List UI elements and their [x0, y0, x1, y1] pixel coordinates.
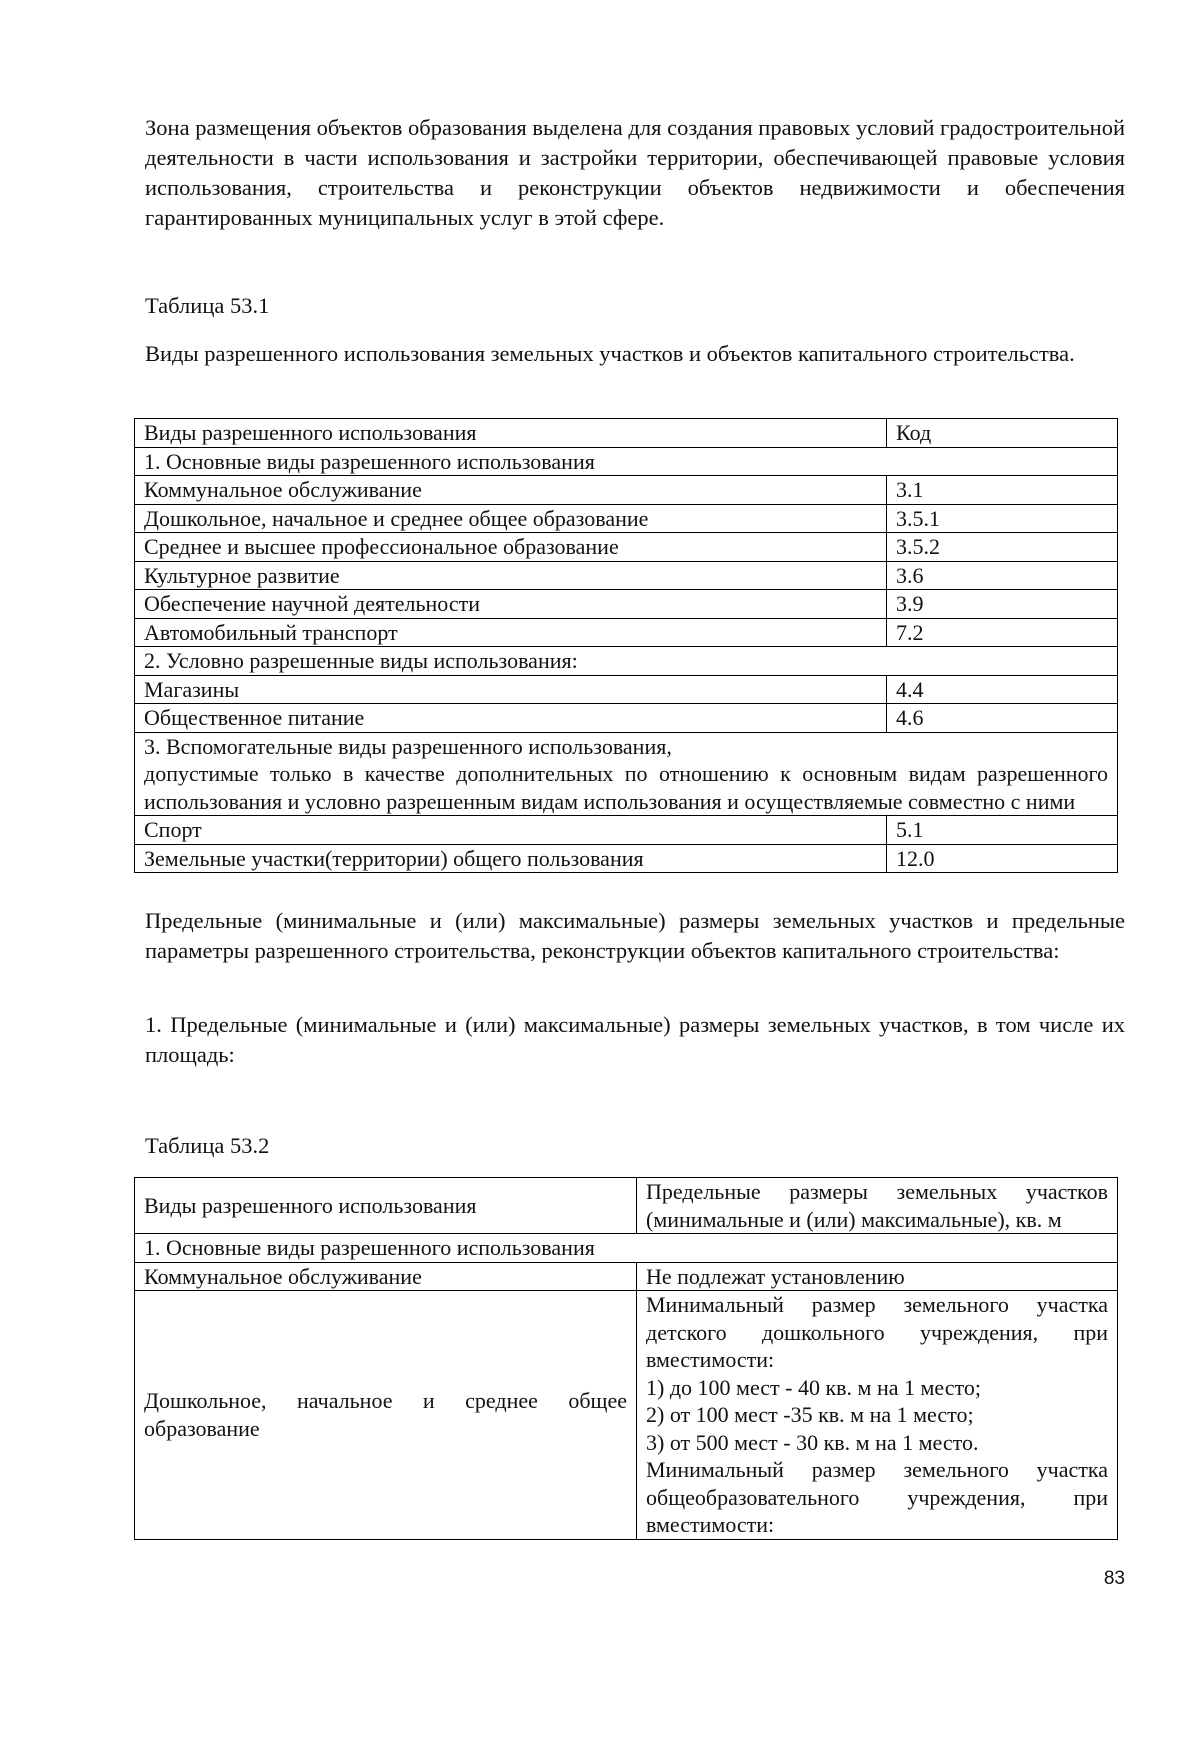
use-name: Земельные участки(территории) общего пользования: [135, 844, 887, 873]
use-code: 3.9: [887, 590, 1118, 619]
section-heading-continuation: допустимые только в качестве дополнительных по отношению к основным видам разрешенного использования и условно разрешенным видам использования и осуществляемые совместно с ними: [144, 761, 1108, 814]
use-name: Общественное питание: [135, 704, 887, 733]
use-code: 3.5.1: [887, 504, 1118, 533]
table-row: [135, 675, 1118, 704]
table-row: [135, 1291, 1118, 1540]
header-size: Предельные размеры земельных участков (минимальные и (или) максимальные), кв. м: [637, 1178, 1118, 1234]
use-code: 4.4: [887, 675, 1118, 704]
table-row: [135, 618, 1118, 647]
section-heading-row: [135, 732, 1118, 816]
table1-title: Виды разрешенного использования земельных участков и объектов капитального строительства.: [145, 341, 1075, 366]
section-heading: 2. Условно разрешенные виды использования:: [135, 647, 1118, 676]
use-name: Магазины: [135, 675, 887, 704]
table-row: [135, 561, 1118, 590]
plot-size-details: [637, 1291, 1118, 1540]
table-row: [135, 533, 1118, 562]
use-code: 4.6: [887, 704, 1118, 733]
section-heading: 1. Основные виды разрешенного использования: [135, 1234, 1118, 1263]
use-name: Культурное развитие: [135, 561, 887, 590]
header-name: Виды разрешенного использования: [135, 419, 887, 448]
use-name: Дошкольное, начальное и среднее общее образование: [135, 1291, 637, 1540]
table2-land-plot-sizes: [134, 1177, 1118, 1540]
use-code: 5.1: [887, 816, 1118, 845]
section-heading-row: [135, 647, 1118, 676]
table-row: [135, 844, 1118, 873]
section-heading: 3. Вспомогательные виды разрешенного использования,: [144, 733, 672, 759]
size-line: 3) от 500 мест - 30 кв. м на 1 место.: [646, 1429, 979, 1455]
table-row: [135, 816, 1118, 845]
table-row: [135, 590, 1118, 619]
table-row: [135, 504, 1118, 533]
table1-caption: Таблица 53.1: [145, 293, 270, 318]
table-header-row: [135, 1178, 1118, 1234]
header-name: Виды разрешенного использования: [135, 1178, 637, 1234]
use-name: Среднее и высшее профессиональное образование: [135, 533, 887, 562]
table-row: [135, 476, 1118, 505]
use-name: Коммунальное обслуживание: [135, 476, 887, 505]
use-code: 3.1: [887, 476, 1118, 505]
use-name: Спорт: [135, 816, 887, 845]
section-heading-auxiliary: [135, 732, 1118, 816]
table1-permitted-uses: [134, 418, 1118, 873]
table-row: [135, 704, 1118, 733]
size-line: Минимальный размер земельного участка общеобразовательного учреждения, при вместимости:: [646, 1457, 1108, 1537]
plot-size: Не подлежат установлению: [637, 1262, 1118, 1291]
page-number: 83: [1103, 1568, 1125, 1589]
use-name: Обеспечение научной деятельности: [135, 590, 887, 619]
use-code: 3.6: [887, 561, 1118, 590]
size-line: 2) от 100 мест -35 кв. м на 1 место;: [646, 1402, 974, 1427]
use-code: 3.5.2: [887, 533, 1118, 562]
section-heading: 1. Основные виды разрешенного использования: [135, 447, 1118, 476]
section-heading-row: [135, 1234, 1118, 1263]
table2-caption: Таблица 53.2: [145, 1133, 270, 1158]
header-code: Код: [887, 419, 1118, 448]
use-name: Коммунальное обслуживание: [135, 1262, 637, 1291]
table-header-row: [135, 419, 1118, 448]
section-heading-row: [135, 447, 1118, 476]
limits-intro-paragraph: Предельные (минимальные и (или) максимальные) размеры земельных участков и предельные параметры разрешенного строительства, реконструкции объектов капитального строительства:: [145, 908, 1125, 963]
use-name: Дошкольное, начальное и среднее общее образование: [135, 504, 887, 533]
size-line: 1) до 100 мест - 40 кв. м на 1 место;: [646, 1374, 981, 1400]
table-row: [135, 1262, 1118, 1291]
size-line: Минимальный размер земельного участка детского дошкольного учреждения, при вместимости:: [646, 1292, 1108, 1372]
use-code: 7.2: [887, 618, 1118, 647]
use-name: Автомобильный транспорт: [135, 618, 887, 647]
limits-item-1: 1. Предельные (минимальные и (или) максимальные) размеры земельных участков, в том числе их площадь:: [145, 1012, 1125, 1067]
intro-paragraph: Зона размещения объектов образования выделена для создания правовых условий градостроительной деятельности в части использования и застройки территории, обеспечивающей правовые условия использования, строительства и реконструкции объектов недвижимости и обеспечения гарантированных муниципальных услуг в этой сфере.: [145, 115, 1125, 230]
use-code: 12.0: [887, 844, 1118, 873]
